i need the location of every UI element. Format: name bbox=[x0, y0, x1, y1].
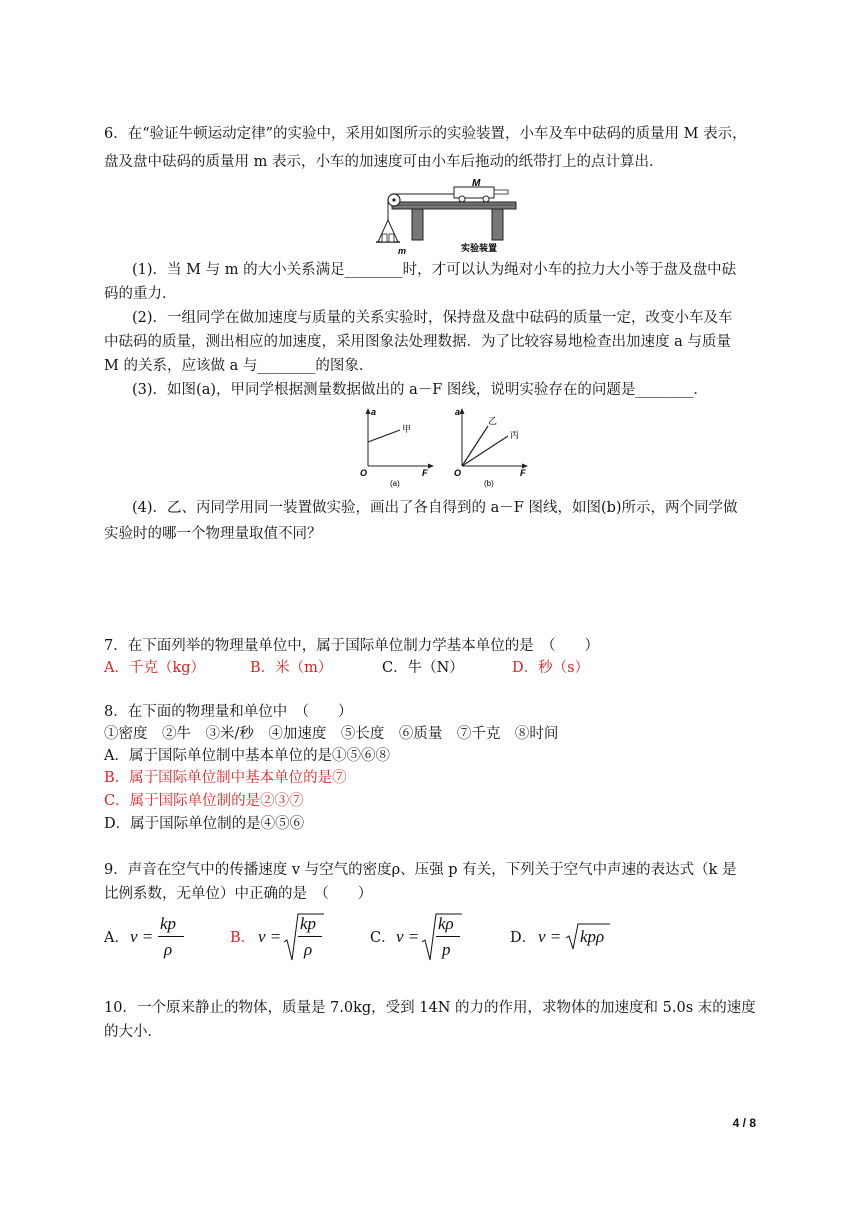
q9-option-b-letter: B． bbox=[230, 930, 256, 946]
q9-line2: 比例系数，无单位）中正确的是 （ ） bbox=[104, 886, 373, 902]
graph-a-ylabel: a bbox=[371, 407, 377, 417]
q6-line1: 6．在“验证牛顿运动定律”的实验中，采用如图所示的实验装置，小车及车中砝码的质量用 M 表示， bbox=[104, 126, 747, 142]
graph-a-caption: (a) bbox=[390, 479, 400, 488]
q6-p2-line1: (2)．一组同学在做加速度与质量的关系实验时，保持盘及盘中砝码的质量一定，改变小车及车 bbox=[132, 310, 733, 326]
q8-stem: 8．在下面的物理量和单位中 （ ） bbox=[104, 704, 353, 720]
graph-b-ylabel: a bbox=[455, 407, 461, 417]
figure-caption: 实验装置 bbox=[461, 243, 498, 253]
graph-b-origin: O bbox=[454, 468, 462, 478]
q9-option-c-letter: C． bbox=[370, 930, 396, 946]
q6-p1-line1: (1)．当 M 与 m 的大小关系满足________时，才可以认为绳对小车的拉力大小等于盘及盘中砝 bbox=[132, 262, 737, 278]
q9-option-b-lhs: v = bbox=[258, 927, 282, 946]
q9-line1: 9．声音在空气中的传播速度 v 与空气的密度ρ、压强 p 有关，下列关于空气中声速的表达式（k 是 bbox=[104, 862, 737, 878]
q7-option-a: A．千克（kg） bbox=[104, 660, 206, 676]
graph-b-caption: (b) bbox=[484, 479, 494, 488]
q9-option-a-lhs: v = bbox=[130, 927, 154, 946]
q10-line2: 的大小． bbox=[104, 1024, 162, 1040]
q6-p2-line2: 中砝码的质量，测出相应的加速度，采用图象法处理数据．为了比较容易地检查出加速度 a 与质量 bbox=[104, 334, 731, 350]
q8-option-b: B．属于国际单位制中基本单位的是⑦ bbox=[104, 770, 347, 786]
q9-option-b-den: ρ bbox=[304, 940, 313, 959]
q9-option-b-num: kp bbox=[300, 914, 317, 933]
graph-a-origin: O bbox=[360, 468, 368, 478]
q8-option-a: A．属于国际单位制中基本单位的是①⑤⑥⑧ bbox=[104, 748, 390, 764]
q6-p1-line2: 码的重力． bbox=[104, 286, 177, 302]
q9-option-d-letter: D． bbox=[510, 930, 537, 946]
q9-option-d-lhs: v = bbox=[538, 927, 562, 946]
q8-option-d: D．属于国际单位制的是④⑤⑥ bbox=[104, 816, 305, 832]
q10-line1: 10．一个原来静止的物体，质量是 7.0kg，受到 14N 的力的作用，求物体的加速度和 5.0s 末的速度 bbox=[104, 1000, 756, 1016]
q9-option-d-rad: kpρ bbox=[580, 927, 605, 946]
label-m: m bbox=[398, 246, 407, 256]
apparatus-figure bbox=[372, 178, 522, 258]
q9-option-c-num: kρ bbox=[438, 914, 454, 933]
q8-items: ①密度 ②牛 ③米/秒 ④加速度 ⑤长度 ⑥质量 ⑦千克 ⑧时间 bbox=[104, 726, 559, 742]
q6-p4-line1: (4)．乙、丙同学用同一装置做实验，画出了各自得到的 a－F 图线，如图(b)所示，两个同学做 bbox=[132, 500, 738, 516]
graph-b-line1-label: 乙 bbox=[488, 416, 498, 426]
q7-option-b: B．米（m） bbox=[250, 660, 333, 676]
q7-option-c: C．牛（N） bbox=[382, 660, 464, 676]
graph-b-xlabel: F bbox=[520, 468, 526, 478]
q8-option-c: C．属于国际单位制的是②③⑦ bbox=[104, 793, 304, 809]
q9-option-a-den: ρ bbox=[164, 940, 173, 959]
q9-option-c-den: p bbox=[442, 940, 451, 959]
graph-a-line-label: 甲 bbox=[402, 424, 412, 434]
q9-option-c-lhs: v = bbox=[396, 927, 420, 946]
q9-option-a bbox=[104, 912, 214, 964]
q6-line2: 盘及盘中砝码的质量用 m 表示，小车的加速度可由小车后拖动的纸带打上的点计算出． bbox=[104, 154, 664, 170]
graph-a-xlabel: F bbox=[422, 468, 428, 478]
q9-option-b bbox=[230, 912, 340, 964]
q6-p4-line2: 实验时的哪一个物理量取值不同？ bbox=[104, 526, 322, 542]
q7-option-d: D．秒（s） bbox=[512, 660, 590, 676]
q6-p2-line3: M 的关系，应该做 a 与________的图象． bbox=[104, 358, 374, 374]
q7-stem: 7．在下面列举的物理量单位中，属于国际单位制力学基本单位的是 （ ） bbox=[104, 638, 599, 654]
q9-option-a-num: kp bbox=[160, 914, 177, 933]
q9-option-a-letter: A． bbox=[104, 930, 129, 946]
graph-a bbox=[358, 406, 442, 490]
q9-option-c bbox=[370, 912, 480, 964]
q6-p3-line1: (3)．如图(a)，甲同学根据测量数据做出的 a－F 图线，说明实验存在的问题是________． bbox=[132, 382, 708, 398]
graph-b-line2-label: 丙 bbox=[510, 430, 520, 440]
page-number: 4 / 8 bbox=[732, 1116, 756, 1130]
label-M: M bbox=[472, 178, 481, 189]
q9-option-d bbox=[510, 912, 630, 964]
graph-b bbox=[452, 406, 536, 490]
